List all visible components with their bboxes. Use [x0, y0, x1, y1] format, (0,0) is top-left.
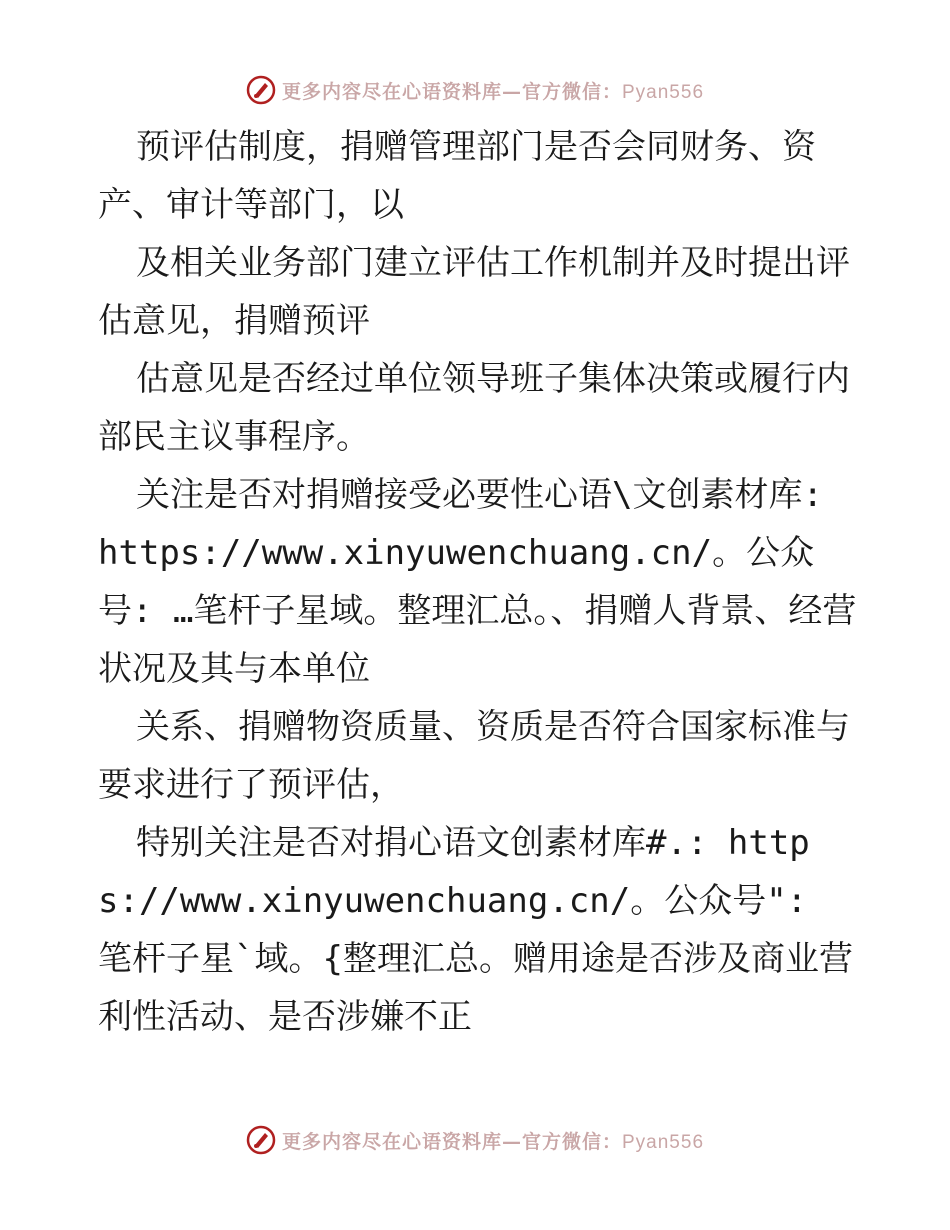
- paragraph: 特别关注是否对捐心语文创素材库#.: https://www.xinyuwenchuang.cn/。公众号": 笔杆子星`域。{整理汇总。赠用途是否涉及商业营利性活动、是否涉嫌不正: [98, 823, 853, 1037]
- paragraph: 关系、捐赠物资质量、资质是否符合国家标准与要求进行了预评估，: [98, 707, 850, 805]
- header-banner: [0, 70, 950, 110]
- paragraph: 估意见是否经过单位领导班子集体决策或履行内部民主议事程序。: [98, 359, 850, 457]
- brand-logo-icon: [246, 75, 276, 105]
- header-wechat-id: Pyan556: [622, 81, 705, 103]
- paragraph: 及相关业务部门建立评估工作机制并及时提出评估意见，捐赠预评: [98, 243, 850, 341]
- brand-logo-icon: [246, 1125, 276, 1155]
- header-banner-text: 更多内容尽在心语资料库—官方微信：: [281, 80, 622, 103]
- paragraph: 预评估制度，捐赠管理部门是否会同财务、资产、审计等部门，以: [98, 127, 816, 225]
- footer-banner: [0, 1120, 950, 1160]
- document-body: [98, 118, 858, 1046]
- footer-banner-text: 更多内容尽在心语资料库—官方微信：: [281, 1130, 622, 1153]
- paragraph: 关注是否对捐赠接受必要性心语\文创素材库: https://www.xinyuwenchuang.cn/。公众号: …笔杆子星域。整理汇总。、捐赠人背景、经营状况及其与本单位: [98, 475, 857, 689]
- footer-wechat-id: Pyan556: [622, 1131, 705, 1153]
